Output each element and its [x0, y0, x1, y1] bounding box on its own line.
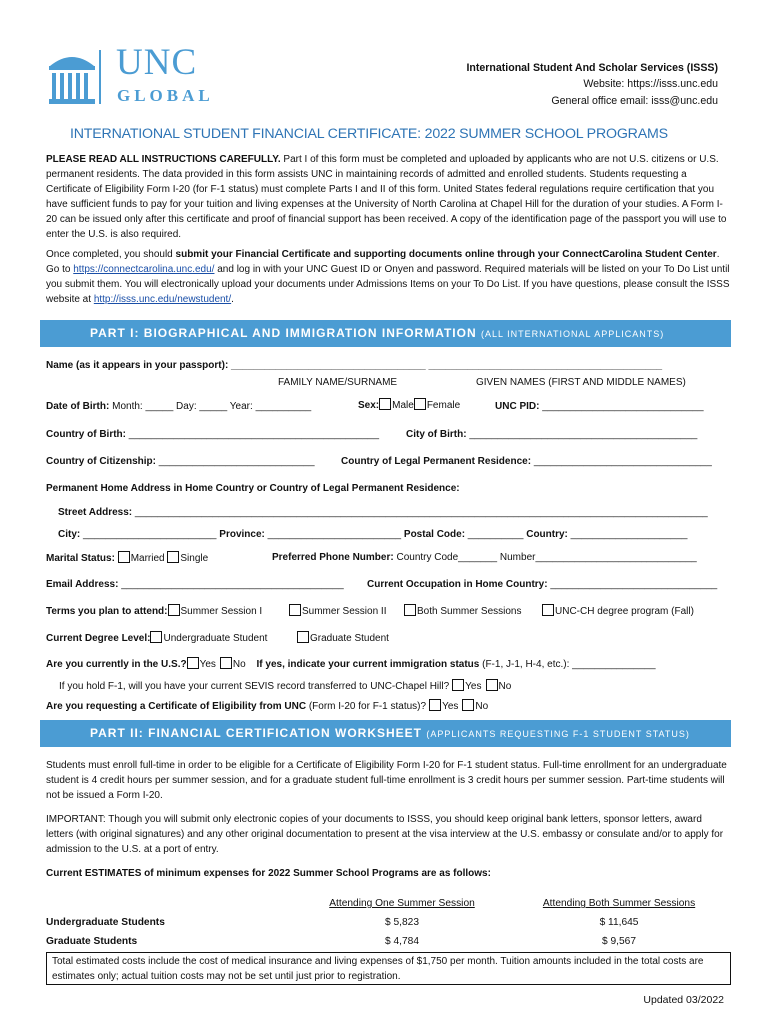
street-row [58, 506, 708, 521]
submission-paragraph [46, 247, 730, 307]
email-label: Email Address: [46, 579, 119, 590]
residence-label: Country of Legal Permanent Residence: [341, 456, 532, 467]
sevis-no-checkbox[interactable] [486, 679, 498, 691]
postal-field[interactable]: __________ [465, 529, 524, 540]
pid-label: UNC PID: [495, 401, 540, 412]
cost-one-session: $ 4,784 [385, 936, 420, 948]
city-of-birth-row [406, 428, 697, 443]
in-us-label: Are you currently in the U.S.? [46, 659, 187, 670]
dob-row [46, 400, 311, 415]
sex-row [358, 398, 460, 414]
city-label: City: [58, 529, 81, 540]
table-row [46, 914, 730, 933]
degree-level-label: Current Degree Level: [46, 633, 151, 644]
given-names-caption: GIVEN NAMES (FIRST AND MIDDLE NAMES) [476, 377, 686, 388]
office-name: International Student And Scholar Services (ISSS) [466, 62, 718, 74]
row-label: Undergraduate Students [46, 917, 165, 929]
cob-row [46, 428, 379, 443]
total-costs-note: Total estimated costs include the cost of medical insurance and living expenses of $1,750 per month. Tuition amounts included in the total costs are estimates only; actual tuition costs may not be set until just prior to registration. [46, 952, 731, 985]
city-of-birth-label: City of Birth: [406, 429, 467, 440]
table-row [46, 933, 730, 952]
expenses-table [46, 895, 730, 952]
email-row [46, 578, 344, 593]
city-row [58, 528, 687, 543]
both-sessions-label: Both Summer Sessions [417, 606, 522, 617]
dob-label: Date of Birth: [46, 401, 110, 412]
part2-title: PART II: FINANCIAL CERTIFICATION WORKSHEET [90, 726, 422, 740]
city-of-birth-field[interactable]: _________________________________________ [466, 429, 698, 440]
cost-both-sessions: $ 9,567 [602, 936, 637, 948]
citizenship-label: Country of Citizenship: [46, 456, 156, 467]
address-heading: Permanent Home Address in Home Country or Country of Legal Permanent Residence: [46, 483, 460, 494]
in-us-no-checkbox[interactable] [220, 657, 232, 669]
submission-pre: Once completed, you should [46, 249, 176, 260]
single-checkbox[interactable] [167, 551, 179, 563]
submission-mid2: and log in with your UNC Guest ID or Onyen and password. Required materials will be listed on your To Do List until you submit them. You will electronically upload your documents under Admissions Items on your To Do List. If you have questions, please consult the ISSS website at [46, 264, 730, 305]
both-sessions-checkbox[interactable] [404, 604, 416, 616]
submission-mid1: . Go to [46, 249, 720, 275]
sevis-yes-label: Yes [465, 681, 482, 692]
graduate-checkbox[interactable] [297, 631, 309, 643]
form-title: INTERNATIONAL STUDENT FINANCIAL CERTIFICATE: 2022 SUMMER SCHOOL PROGRAMS [70, 126, 668, 142]
terms-label: Terms you plan to attend: [46, 606, 168, 617]
graduate-option [297, 631, 389, 647]
undergraduate-checkbox[interactable] [150, 631, 162, 643]
connectcarolina-link[interactable]: https://connectcarolina.unc.edu/ [73, 264, 215, 275]
isss-newstudent-link[interactable]: http://isss.unc.edu/newstudent/ [93, 294, 232, 305]
both-sessions-option [404, 604, 522, 620]
summer2-checkbox[interactable] [289, 604, 301, 616]
country-label: Country: [526, 529, 568, 540]
old-well-logo-icon [46, 46, 98, 108]
part1-header [40, 320, 731, 347]
marital-row [46, 551, 208, 567]
residence-row [341, 455, 712, 470]
office-website: Website: https://isss.unc.edu [583, 78, 718, 91]
degree-program-checkbox[interactable] [542, 604, 554, 616]
table-header-one-session: Attending One Summer Session [329, 898, 475, 910]
sevis-yes-checkbox[interactable] [452, 679, 464, 691]
street-field[interactable]: _______________________________________________________________________________________________________ [132, 507, 708, 518]
name-field[interactable]: Name (as it appears in your passport): ___________________________________ __________________________________________ [46, 360, 663, 371]
coe-no-checkbox[interactable] [462, 699, 474, 711]
citizenship-field[interactable]: ____________________________ [156, 456, 315, 467]
married-label: Married [130, 553, 165, 564]
marital-label: Marital Status: [46, 553, 115, 564]
occupation-field[interactable]: ______________________________ [547, 579, 718, 590]
part1-title: PART I: BIOGRAPHICAL AND IMMIGRATION INFORMATION [90, 326, 477, 340]
cost-both-sessions: $ 11,645 [599, 917, 639, 929]
sevis-question: If you hold F-1, will you have your current SEVIS record transferred to UNC-Chapel Hill? [59, 681, 450, 692]
submission-bold: submit your Financial Certificate and supporting documents online through your ConnectCarolina Student Center [175, 249, 717, 260]
occupation-label: Current Occupation in Home Country: [367, 579, 548, 590]
logo-divider [99, 50, 101, 104]
summer2-label: Summer Session II [302, 606, 387, 617]
logo-global-text: GLOBAL [117, 86, 214, 105]
phone-label: Preferred Phone Number: [272, 552, 394, 563]
enrollment-paragraph: Students must enroll full-time in order to be eligible for a Certificate of Eligibility Form I-20 for F-1 student status. Full-time enrollment for an undergraduate student is 4 credit hours per summer session, and for a graduate student full-time enrollment is 3 credit hours per summer session. Part-time students will not be issued a Form I-20. [46, 760, 727, 801]
single-label: Single [180, 553, 209, 564]
province-label: Province: [219, 529, 265, 540]
table-header-both-sessions: Attending Both Summer Sessions [542, 898, 696, 910]
in-us-row [46, 657, 656, 673]
instructions-lead: PLEASE READ ALL INSTRUCTIONS CAREFULLY. [46, 154, 281, 165]
degree-program-label: UNC-CH degree program (Fall) [555, 606, 694, 617]
estimates-heading: Current ESTIMATES of minimum expenses for 2022 Summer School Programs are as follows: [46, 868, 491, 879]
coe-question: Are you requesting a Certificate of Eligibility from UNC [46, 701, 307, 712]
coe-no-label: No [475, 701, 489, 712]
street-label: Street Address: [58, 507, 133, 518]
province-field[interactable]: ________________________ [264, 529, 402, 540]
dob-fields[interactable]: Month: _____ Day: _____ Year: __________ [109, 401, 312, 412]
important-paragraph: IMPORTANT: Though you will submit only electronic copies of your documents to ISSS, you should keep original bank letters, sponsor letters, award letters (with original signatures) and any other original documentation to present at the visa interview at the U.S. embassy or consulate and/or to apply for admission to the U.S. at a port of entry. [46, 814, 724, 855]
undergraduate-label: Undergraduate Student [163, 633, 268, 644]
cob-field[interactable]: _____________________________________________ [126, 429, 380, 440]
submission-post: . [231, 294, 234, 305]
cob-label: Country of Birth: [46, 429, 126, 440]
cost-one-session: $ 5,823 [385, 917, 420, 929]
sex-label: Sex: [358, 400, 380, 411]
male-checkbox[interactable] [379, 398, 391, 410]
male-label: Male [392, 400, 414, 411]
degree-level-row [46, 631, 267, 647]
part2-header [40, 720, 731, 747]
office-contact [466, 60, 718, 109]
city-field[interactable]: ________________________ [80, 529, 217, 540]
part1-subtitle: (ALL INTERNATIONAL APPLICANTS) [481, 329, 665, 339]
office-email: General office email: isss@unc.edu [551, 94, 718, 107]
terms-row [46, 604, 262, 620]
sevis-no-label: No [498, 681, 512, 692]
postal-label: Postal Code: [403, 529, 466, 540]
degree-program-option [542, 604, 694, 620]
instructions-body: Part I of this form must be completed and uploaded by applicants who are not U.S. citizens or U.S. permanent residents. The data provided in this form assists UNC in maintaining records of admitted and enrolled students. Students requesting a Certificate of Eligibility Form I-20 (for F-1 status) must complete Parts I and II of this form. United States federal regulations require certification that you have sufficient funds to pay for your tuition and living expenses at the University of North Carolina at Chapel Hill for the duration of your studies. A Form I-20 can be issued only after this certificate and proof of financial support has been received. A copy of the identification page of the passport you will use to enter the U.S. is also required. [46, 154, 727, 240]
summer1-label: Summer Session I [180, 606, 263, 617]
family-name-caption: FAMILY NAME/SURNAME [278, 377, 398, 388]
coe-row [46, 699, 488, 715]
pid-field[interactable]: _____________________________ [539, 401, 704, 412]
part2-subtitle: (APPLICANTS REQUESTING F-1 STUDENT STATUS) [426, 729, 690, 739]
summer1-checkbox[interactable] [168, 604, 180, 616]
summer2-option [289, 604, 386, 620]
row-label: Graduate Students [46, 936, 138, 948]
married-checkbox[interactable] [118, 551, 130, 563]
status-field[interactable]: (F-1, J-1, H-4, etc.): _______________ [479, 659, 656, 670]
in-us-yes-label: Yes [199, 659, 216, 670]
logo-unc-text: UNC [116, 42, 198, 83]
female-checkbox[interactable] [414, 398, 426, 410]
coe-yes-label: Yes [442, 701, 459, 712]
female-label: Female [426, 400, 461, 411]
table-header-blank [46, 895, 296, 914]
sevis-row [59, 679, 511, 695]
country-field[interactable]: _____________________ [567, 529, 688, 540]
instructions-paragraph [46, 152, 730, 242]
citizenship-row [46, 455, 315, 470]
table-header-row [46, 895, 730, 914]
updated-date: Updated 03/2022 [643, 994, 724, 1006]
graduate-label: Graduate Student [310, 633, 389, 644]
residence-field[interactable]: ________________________________ [531, 456, 712, 467]
phone-row [272, 551, 697, 566]
email-field[interactable]: ________________________________________ [118, 579, 344, 590]
coe-yes-checkbox[interactable] [429, 699, 441, 711]
phone-field[interactable]: Country Code_______ Number_____________________________ [393, 552, 697, 563]
in-us-no-label: No [232, 659, 246, 670]
coe-question-rest: (Form I-20 for F-1 status)? [306, 701, 427, 712]
occupation-row [367, 578, 717, 593]
pid-row [495, 400, 704, 415]
status-label: If yes, indicate your current immigration status [256, 659, 480, 670]
in-us-yes-checkbox[interactable] [187, 657, 199, 669]
